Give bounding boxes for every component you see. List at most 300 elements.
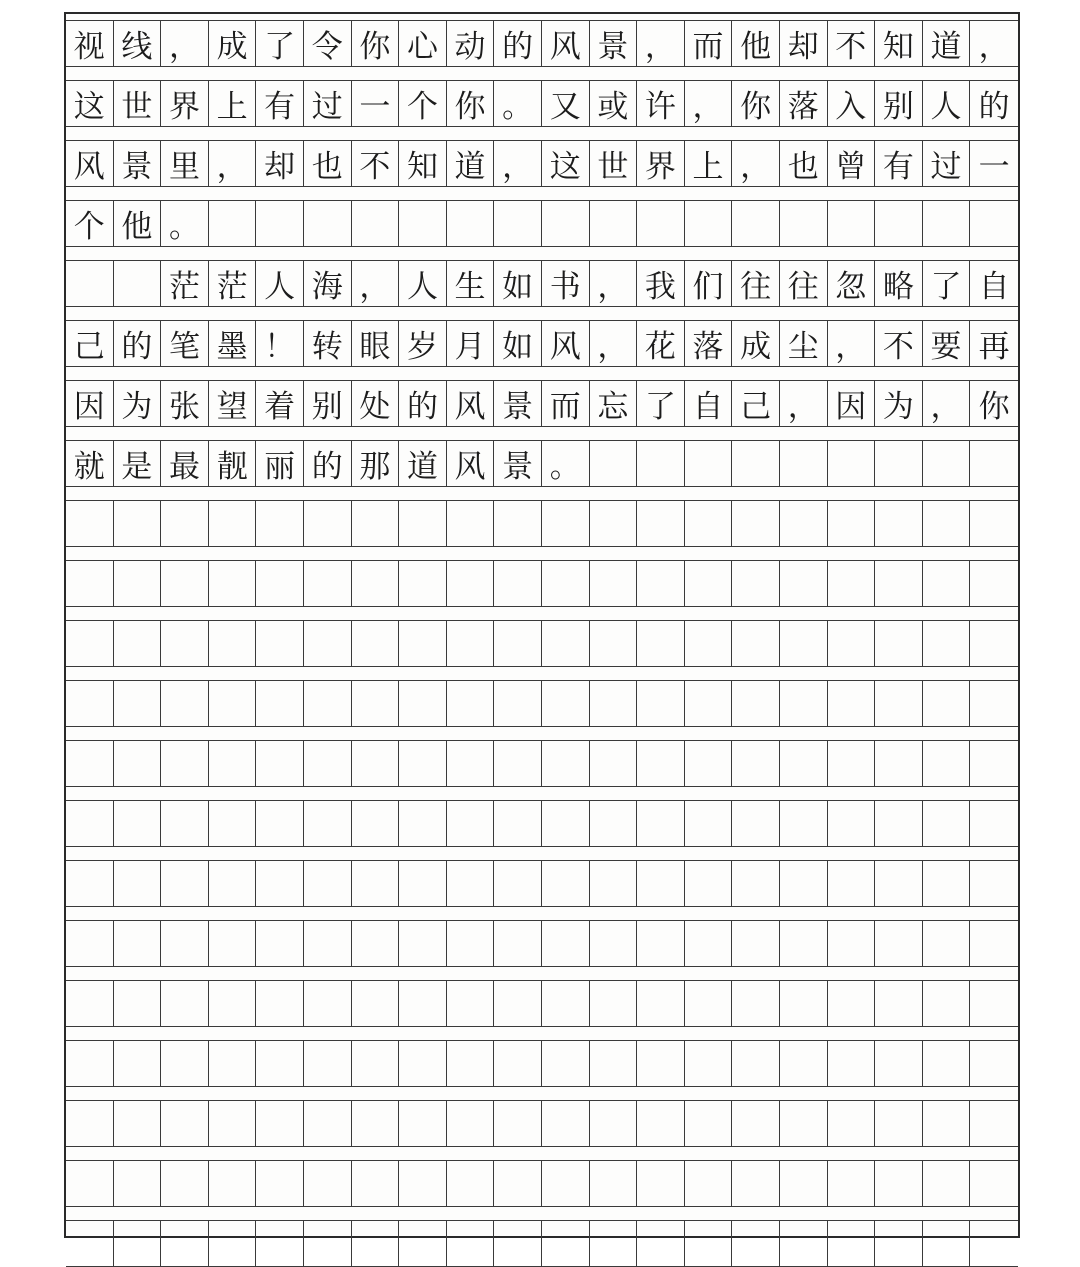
grid-cell — [352, 200, 400, 246]
grid-cell: ， — [828, 320, 876, 366]
grid-cell — [542, 1100, 590, 1146]
grid-cell — [447, 1160, 495, 1206]
grid-cell — [923, 620, 971, 666]
grid-cell: 了 — [637, 380, 685, 426]
grid-rule — [66, 846, 1018, 847]
grid-cell — [970, 920, 1018, 966]
grid-cell — [875, 1220, 923, 1266]
grid-cell: 上 — [685, 140, 733, 186]
grid-cell: 成 — [732, 320, 780, 366]
grid-cell — [970, 620, 1018, 666]
grid-cell — [161, 1100, 209, 1146]
grid-cell — [875, 1040, 923, 1086]
grid-cell — [590, 560, 638, 606]
grid-row — [66, 500, 1018, 546]
grid-cell — [828, 680, 876, 726]
grid-cell — [447, 860, 495, 906]
grid-cell — [494, 560, 542, 606]
grid-cell: 忽 — [828, 260, 876, 306]
grid-cell — [66, 620, 114, 666]
grid-cell — [114, 920, 162, 966]
grid-cell — [304, 920, 352, 966]
grid-cell: 心 — [399, 20, 447, 66]
grid-cell — [304, 740, 352, 786]
grid-cell: 里 — [161, 140, 209, 186]
grid-cell — [209, 860, 257, 906]
grid-cell: 书 — [542, 260, 590, 306]
grid-cell: 一 — [978, 148, 1010, 185]
grid-cell — [875, 680, 923, 726]
grid-cell — [923, 980, 971, 1026]
grid-cell — [732, 860, 780, 906]
grid-cell: 世 — [114, 80, 162, 126]
grid-cell — [66, 1160, 114, 1206]
grid-cell — [399, 860, 447, 906]
grid-cell — [66, 500, 114, 546]
grid-cell — [161, 500, 209, 546]
grid-cell — [161, 920, 209, 966]
grid-cell — [780, 1160, 828, 1206]
grid-cell — [209, 800, 257, 846]
grid-cell — [494, 920, 542, 966]
grid-cell: 往 — [780, 260, 828, 306]
grid-cell: 茫 — [209, 260, 257, 306]
grid-cell — [923, 800, 971, 846]
grid-cell — [875, 740, 923, 786]
grid-cell — [399, 920, 447, 966]
grid-cell — [114, 1040, 162, 1086]
grid-cell — [256, 200, 304, 246]
grid-cell — [780, 680, 828, 726]
grid-cell — [352, 1040, 400, 1086]
grid-cell: 不 — [875, 320, 923, 366]
grid-cell: ， — [590, 260, 638, 306]
grid-cell: 个 — [399, 80, 447, 126]
grid-cell — [161, 860, 209, 906]
grid-cell — [256, 560, 304, 606]
grid-cell — [209, 1160, 257, 1206]
grid-cell — [542, 1220, 590, 1266]
grid-cell — [970, 740, 1018, 786]
grid-cell: 或 — [590, 80, 638, 126]
grid-cell — [637, 1100, 685, 1146]
grid-cell — [161, 680, 209, 726]
grid-cell — [114, 620, 162, 666]
grid-cell — [590, 500, 638, 546]
grid-cell — [923, 920, 971, 966]
grid-row — [66, 1100, 1018, 1146]
grid-cell — [875, 920, 923, 966]
grid-row — [66, 440, 1018, 486]
grid-cell — [590, 620, 638, 666]
grid-cell — [732, 800, 780, 846]
grid-cell — [494, 200, 542, 246]
grid-cell — [494, 1040, 542, 1086]
grid-cell — [399, 500, 447, 546]
grid-cell — [828, 560, 876, 606]
grid-cell: 人 — [399, 260, 447, 306]
grid-cell: 风 — [66, 140, 114, 186]
grid-cell — [970, 500, 1018, 546]
grid-rule — [66, 426, 1018, 427]
grid-cell: 最 — [161, 440, 209, 486]
grid-cell: 动 — [447, 20, 495, 66]
grid-cell — [542, 800, 590, 846]
grid-cell — [447, 560, 495, 606]
grid-cell: 个 — [66, 200, 114, 246]
grid-cell — [637, 920, 685, 966]
grid-cell — [875, 440, 923, 486]
grid-cell: 而 — [542, 380, 590, 426]
grid-cell: 自 — [685, 380, 733, 426]
grid-cell — [114, 740, 162, 786]
grid-cell: 了 — [256, 20, 304, 66]
grid-cell — [352, 860, 400, 906]
grid-cell — [447, 1040, 495, 1086]
grid-cell: 笔 — [161, 320, 209, 366]
grid-cell — [923, 560, 971, 606]
grid-cell: 景 — [494, 380, 542, 426]
grid-cell: 略 — [875, 260, 923, 306]
grid-cell: 你 — [732, 80, 780, 126]
grid-cell — [256, 860, 304, 906]
grid-rule — [66, 126, 1018, 127]
grid-cell — [637, 560, 685, 606]
grid-cell — [399, 560, 447, 606]
grid-cell — [685, 440, 733, 486]
grid-cell — [542, 1160, 590, 1206]
grid-cell — [637, 1160, 685, 1206]
grid-cell: 。 — [161, 200, 209, 246]
grid-cell — [209, 980, 257, 1026]
grid-cell — [256, 800, 304, 846]
grid-cell — [732, 1160, 780, 1206]
grid-cell: 。 — [542, 440, 590, 486]
grid-cell — [590, 1040, 638, 1086]
grid-cell — [970, 980, 1018, 1026]
grid-cell — [542, 200, 590, 246]
grid-cell — [399, 1040, 447, 1086]
grid-cell — [828, 620, 876, 666]
grid-cell — [875, 560, 923, 606]
grid-cell — [923, 500, 971, 546]
grid-cell: 世 — [590, 140, 638, 186]
grid-row — [66, 1040, 1018, 1086]
grid-cell: 曾 — [828, 140, 876, 186]
grid-cell: ， — [780, 380, 828, 426]
grid-cell — [685, 920, 733, 966]
grid-cell — [256, 1220, 304, 1266]
grid-cell — [399, 1160, 447, 1206]
grid-cell — [923, 860, 971, 906]
grid-cell — [114, 800, 162, 846]
grid-cell — [780, 980, 828, 1026]
grid-cell: ， — [732, 140, 780, 186]
grid-cell — [637, 1040, 685, 1086]
grid-cell — [970, 1220, 1018, 1266]
grid-cell — [542, 980, 590, 1026]
grid-row — [66, 140, 1018, 186]
grid-cell — [447, 500, 495, 546]
grid-cell: 望 — [209, 380, 257, 426]
grid-cell: 张 — [161, 380, 209, 426]
grid-cell: 落 — [685, 320, 733, 366]
grid-cell: 线 — [114, 20, 162, 66]
grid-cell: 的 — [114, 320, 162, 366]
grid-cell — [685, 560, 733, 606]
grid-cell: 是 — [114, 440, 162, 486]
grid-cell: 再 — [978, 328, 1010, 365]
grid-row — [66, 260, 1018, 306]
grid-cell — [970, 1160, 1018, 1206]
grid-cell — [637, 980, 685, 1026]
grid-cell — [114, 560, 162, 606]
grid-cell — [447, 800, 495, 846]
grid-row — [66, 80, 1018, 126]
grid-cell: 有 — [875, 140, 923, 186]
grid-cell: 他 — [114, 200, 162, 246]
grid-cell — [447, 1100, 495, 1146]
grid-rule — [66, 486, 1018, 487]
grid-rule — [66, 666, 1018, 667]
grid-cell — [590, 920, 638, 966]
grid-cell — [732, 200, 780, 246]
grid-cell — [352, 500, 400, 546]
grid-cell: 人 — [256, 260, 304, 306]
grid-cell — [732, 440, 780, 486]
grid-rule — [66, 1146, 1018, 1147]
grid-cell — [685, 860, 733, 906]
grid-cell: 往 — [732, 260, 780, 306]
grid-cell — [828, 860, 876, 906]
grid-rule — [66, 786, 1018, 787]
grid-cell — [66, 560, 114, 606]
grid-cell — [399, 1220, 447, 1266]
grid-cell — [875, 800, 923, 846]
grid-cell — [304, 200, 352, 246]
grid-cell — [304, 1040, 352, 1086]
grid-cell — [637, 620, 685, 666]
grid-cell — [494, 1160, 542, 1206]
grid-cell — [66, 920, 114, 966]
grid-cell — [66, 1040, 114, 1086]
grid-cell: ， — [209, 140, 257, 186]
grid-cell: 景 — [114, 140, 162, 186]
grid-cell — [209, 1100, 257, 1146]
grid-cell: 而 — [685, 20, 733, 66]
grid-cell — [161, 560, 209, 606]
grid-cell: 的 — [399, 380, 447, 426]
grid-cell — [923, 740, 971, 786]
grid-cell — [399, 200, 447, 246]
grid-cell: 岁 — [399, 320, 447, 366]
grid-cell — [114, 1100, 162, 1146]
grid-cell — [114, 1220, 162, 1266]
grid-cell: 过 — [304, 80, 352, 126]
grid-cell — [66, 980, 114, 1026]
grid-cell — [542, 500, 590, 546]
grid-rule — [66, 726, 1018, 727]
grid-cell: 为 — [114, 380, 162, 426]
grid-cell: 了 — [923, 260, 971, 306]
grid-cell — [685, 620, 733, 666]
grid-cell — [637, 1220, 685, 1266]
grid-cell: 知 — [399, 140, 447, 186]
grid-cell — [970, 1100, 1018, 1146]
grid-cell: 墨 — [209, 320, 257, 366]
grid-cell — [256, 1100, 304, 1146]
grid-cell — [637, 860, 685, 906]
grid-rule — [66, 186, 1018, 187]
grid-cell — [875, 620, 923, 666]
composition-grid-paper — [64, 12, 1020, 1238]
grid-row — [66, 860, 1018, 906]
grid-cell: 己 — [66, 320, 114, 366]
grid-cell: 落 — [780, 80, 828, 126]
grid-cell: 这 — [542, 140, 590, 186]
grid-cell — [66, 800, 114, 846]
grid-cell — [685, 800, 733, 846]
grid-cell — [114, 1160, 162, 1206]
grid-rule — [66, 1206, 1018, 1207]
grid-cell — [970, 680, 1018, 726]
grid-cell: 道 — [447, 140, 495, 186]
grid-cell — [304, 560, 352, 606]
grid-cell — [66, 260, 114, 306]
grid-cell — [923, 1160, 971, 1206]
grid-cell — [685, 1160, 733, 1206]
grid-cell: 生 — [447, 260, 495, 306]
grid-cell — [494, 620, 542, 666]
grid-cell — [447, 980, 495, 1026]
grid-cell — [494, 500, 542, 546]
grid-cell — [161, 800, 209, 846]
grid-cell — [732, 980, 780, 1026]
grid-cell: ， — [352, 260, 400, 306]
grid-rule — [66, 66, 1018, 67]
grid-cell: 己 — [732, 380, 780, 426]
grid-cell — [399, 680, 447, 726]
grid-cell — [780, 620, 828, 666]
grid-cell: ， — [923, 380, 971, 426]
grid-cell — [780, 740, 828, 786]
grid-cell — [637, 500, 685, 546]
grid-cell — [780, 1220, 828, 1266]
grid-rule — [66, 606, 1018, 607]
grid-cell — [685, 1100, 733, 1146]
grid-cell — [590, 1220, 638, 1266]
grid-cell — [780, 560, 828, 606]
grid-cell — [114, 860, 162, 906]
grid-cell — [590, 1100, 638, 1146]
grid-cell: 界 — [161, 80, 209, 126]
grid-cell — [970, 440, 1018, 486]
grid-cell — [637, 680, 685, 726]
grid-cell: 风 — [447, 440, 495, 486]
grid-cell — [209, 740, 257, 786]
grid-cell — [114, 260, 162, 306]
grid-cell — [447, 1220, 495, 1266]
grid-row — [66, 680, 1018, 726]
grid-row — [66, 740, 1018, 786]
grid-row — [66, 1160, 1018, 1206]
grid-cell — [970, 560, 1018, 606]
grid-row — [66, 980, 1018, 1026]
grid-row — [66, 1220, 1018, 1266]
grid-cell: 成 — [209, 20, 257, 66]
grid-cell: 过 — [923, 140, 971, 186]
grid-cell — [923, 680, 971, 726]
grid-cell — [542, 860, 590, 906]
grid-cell — [542, 620, 590, 666]
grid-cell — [590, 680, 638, 726]
grid-cell — [732, 620, 780, 666]
grid-cell: 海 — [304, 260, 352, 306]
grid-cell: 的 — [304, 440, 352, 486]
grid-cell — [352, 920, 400, 966]
grid-cell — [494, 800, 542, 846]
grid-cell: 你 — [447, 80, 495, 126]
grid-cell: 处 — [352, 380, 400, 426]
grid-row — [66, 20, 1018, 66]
grid-cell — [447, 680, 495, 726]
grid-cell — [161, 740, 209, 786]
grid-cell — [828, 800, 876, 846]
grid-cell — [352, 1220, 400, 1266]
grid-cell — [970, 200, 1018, 246]
grid-cell: 这 — [66, 80, 114, 126]
grid-cell: 知 — [875, 20, 923, 66]
grid-cell — [256, 980, 304, 1026]
grid-cell: 那 — [352, 440, 400, 486]
grid-cell — [828, 740, 876, 786]
grid-cell — [685, 1220, 733, 1266]
grid-cell — [447, 620, 495, 666]
grid-cell — [828, 500, 876, 546]
grid-cell — [875, 1100, 923, 1146]
grid-cell — [304, 500, 352, 546]
grid-cell: ， — [978, 28, 1010, 65]
grid-cell: 眼 — [352, 320, 400, 366]
grid-cell: 着 — [256, 380, 304, 426]
grid-cell — [399, 1100, 447, 1146]
grid-cell — [590, 800, 638, 846]
grid-cell: 景 — [494, 440, 542, 486]
grid-cell — [590, 740, 638, 786]
grid-cell — [114, 500, 162, 546]
grid-cell — [399, 800, 447, 846]
grid-cell: 如 — [494, 260, 542, 306]
grid-cell — [923, 1220, 971, 1266]
grid-cell — [590, 980, 638, 1026]
grid-cell: 却 — [256, 140, 304, 186]
grid-cell — [780, 1100, 828, 1146]
grid-cell — [209, 680, 257, 726]
grid-cell: 你 — [978, 388, 1010, 425]
grid-cell: 也 — [780, 140, 828, 186]
grid-cell — [685, 500, 733, 546]
grid-cell — [685, 1040, 733, 1086]
grid-cell — [780, 920, 828, 966]
grid-cell — [828, 980, 876, 1026]
grid-cell — [352, 1100, 400, 1146]
grid-cell: 人 — [923, 80, 971, 126]
grid-cell — [590, 1160, 638, 1206]
grid-cell: 令 — [304, 20, 352, 66]
grid-cell: 的 — [494, 20, 542, 66]
grid-cell — [304, 620, 352, 666]
grid-cell: 你 — [352, 20, 400, 66]
